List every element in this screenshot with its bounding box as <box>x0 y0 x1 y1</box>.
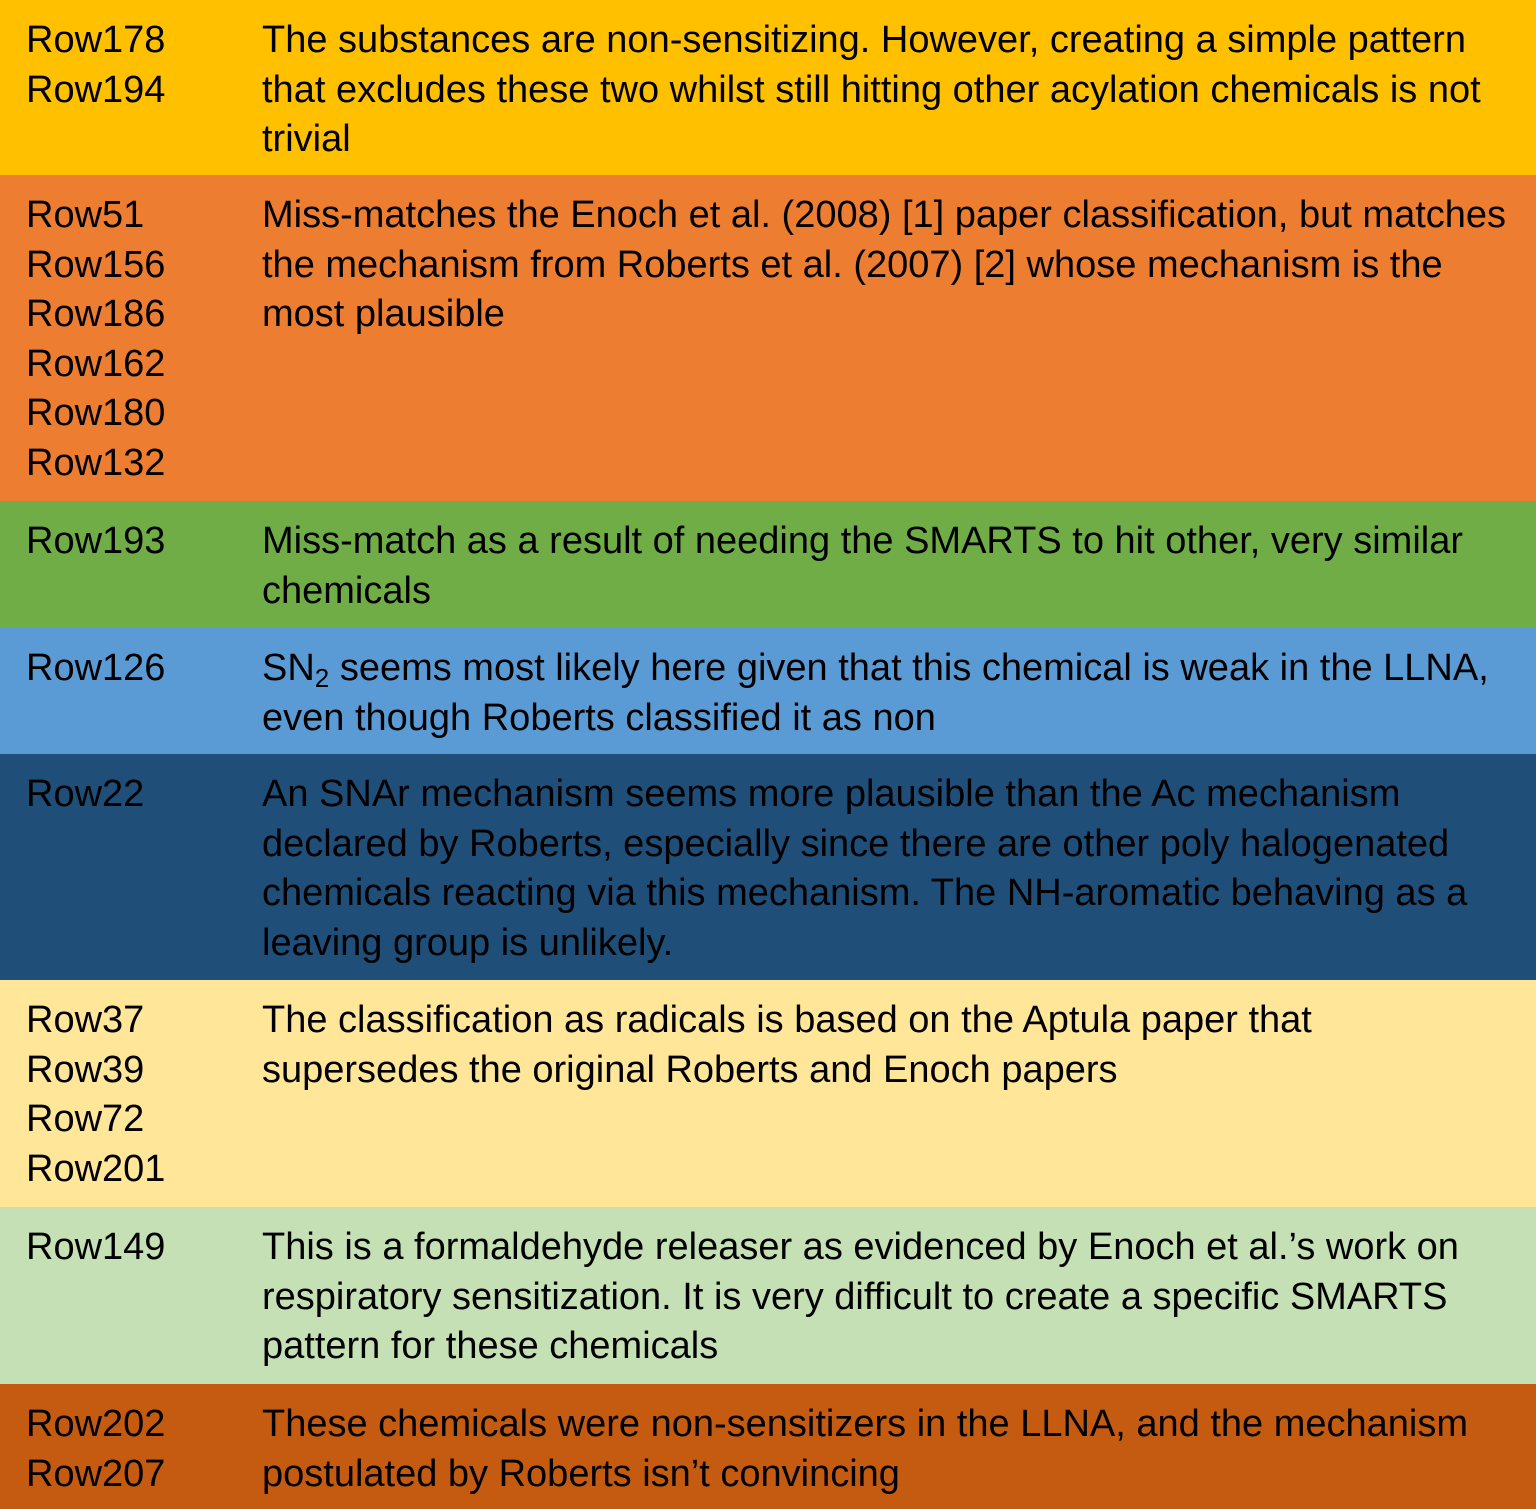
note-rest: seems most likely here given that this chemical is weak in the LLNA, even though Roberts classified it as non <box>262 647 1489 739</box>
row-ids-cell <box>0 517 262 628</box>
note-cell: The classification as radicals is based on the Aptula paper that supersedes the original Roberts and Enoch papers <box>262 999 1312 1091</box>
row-ids-cell <box>0 996 262 1207</box>
row-id: Row126 <box>26 647 166 689</box>
row-id: Row132 <box>26 441 166 484</box>
table-row <box>0 0 1536 175</box>
table-row <box>0 501 1536 628</box>
table-row <box>0 1207 1536 1384</box>
row-id: Row178 <box>26 19 166 61</box>
row-ids-cell <box>0 191 262 501</box>
row-id: Row156 <box>26 243 166 286</box>
note-cell: This is a formaldehyde releaser as evidenced by Enoch et al.’s work on respiratory sensitization. It is very difficult to create a specific SMARTS pattern for these chemicals <box>262 1226 1459 1367</box>
row-ids-cell <box>0 770 262 980</box>
note-cell: Miss-matches the Enoch et al. (2008) [1] paper classification, but matches the mechanism from Roberts et al. (2007) [2] whose mechanism is the most plausible <box>262 194 1507 335</box>
row-id: Row207 <box>26 1452 166 1495</box>
row-id: Row202 <box>26 1403 166 1445</box>
row-id: Row149 <box>26 1226 166 1268</box>
row-id: Row194 <box>26 68 166 111</box>
row-id: Row193 <box>26 520 166 562</box>
row-id: Row51 <box>26 194 145 236</box>
row-id: Row37 <box>26 999 145 1041</box>
note-cell <box>262 644 1510 754</box>
row-ids-cell <box>0 1400 262 1509</box>
note-cell: An SNAr mechanism seems more plausible than the Ac mechanism declared by Roberts, especially since there are other poly halogenated chemicals reacting via this mechanism. The NH-aromatic behaving as a leaving group is unlikely. <box>262 773 1468 964</box>
row-id: Row186 <box>26 293 166 335</box>
row-ids-cell <box>0 16 262 175</box>
row-id: Row180 <box>26 392 166 434</box>
note-cell: Miss-match as a result of needing the SMARTS to hit other, very similar chemicals <box>262 520 1463 612</box>
table-row <box>0 175 1536 501</box>
table-row <box>0 754 1536 980</box>
row-id: Row22 <box>26 773 145 815</box>
note-cell: The substances are non-sensitizing. However, creating a simple pattern that excludes these two whilst still hitting other acylation chemicals is not trivial <box>262 19 1481 160</box>
table-row <box>0 1384 1536 1509</box>
row-id: Row162 <box>26 342 166 385</box>
row-id: Row72 <box>26 1098 145 1140</box>
row-id: Row201 <box>26 1147 166 1190</box>
row-ids-cell <box>0 644 262 754</box>
note-prefix: SN <box>262 647 315 689</box>
table-row <box>0 628 1536 754</box>
note-cell: These chemicals were non-sensitizers in the LLNA, and the mechanism postulated by Roberts isn’t convincing <box>262 1403 1469 1495</box>
table-row <box>0 980 1536 1207</box>
row-ids-cell <box>0 1223 262 1384</box>
row-id: Row39 <box>26 1048 145 1091</box>
note-subscript: 2 <box>314 663 330 693</box>
